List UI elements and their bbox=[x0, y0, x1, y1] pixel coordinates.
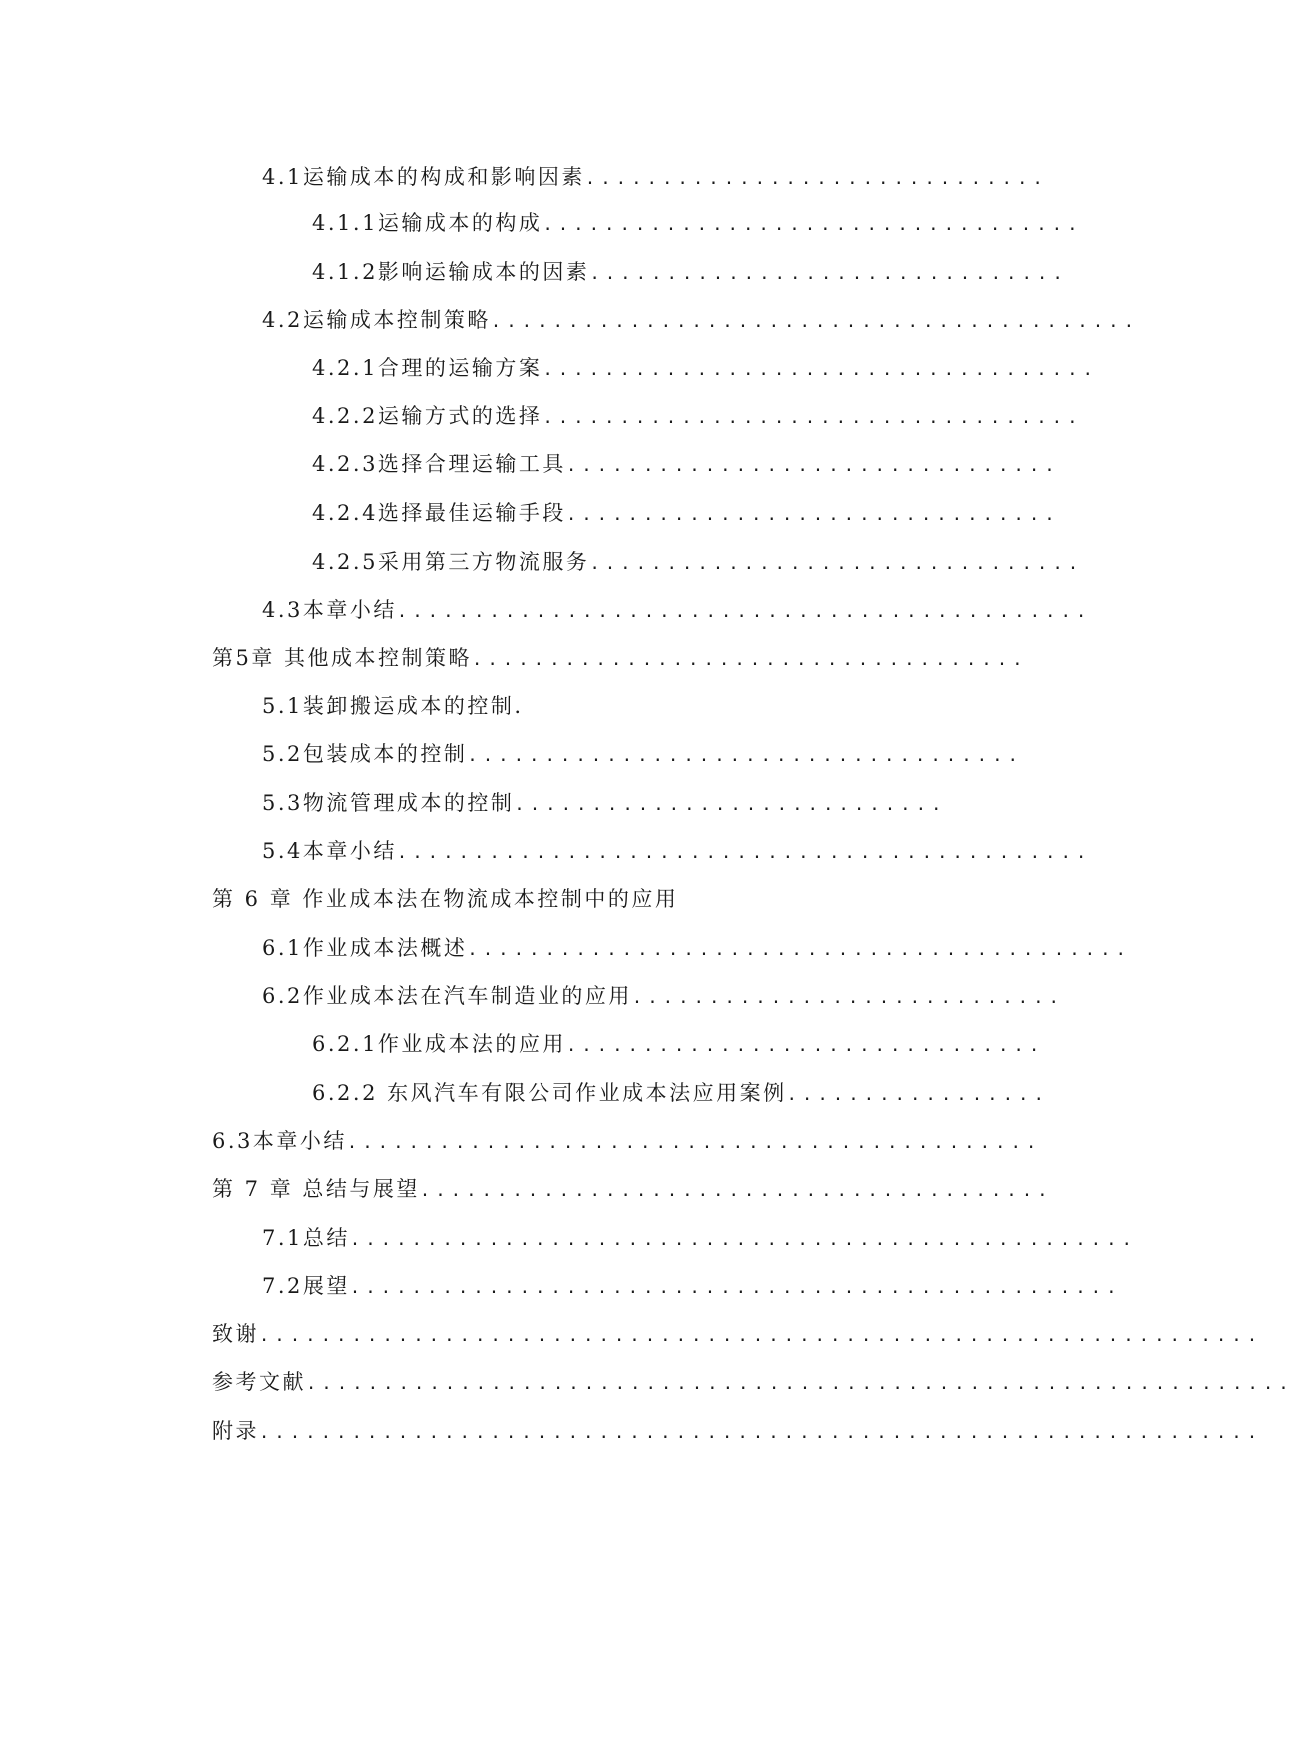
toc-dot-leader: .................................... bbox=[467, 746, 1024, 766]
toc-entry-4-2-5[interactable] bbox=[312, 546, 1084, 578]
toc-dot-leader: ............................................. bbox=[396, 843, 1092, 863]
toc-dot-leader: ............................................. bbox=[346, 1133, 1042, 1153]
toc-entry-chapter-6[interactable] bbox=[212, 883, 732, 915]
toc-dot-leader: ................................ bbox=[565, 505, 1060, 525]
toc-entry-label: 第 7 章 总结与展望 bbox=[212, 1177, 420, 1201]
toc-entry-label: 4.2.1合理的运输方案 bbox=[312, 356, 543, 380]
toc-entry-5-3[interactable] bbox=[262, 787, 947, 819]
toc-entry-4-2-1[interactable] bbox=[312, 352, 1099, 384]
toc-entry-label: 5.1装卸搬运成本的控制. bbox=[262, 694, 524, 718]
toc-entry-label: 5.2包装成本的控制 bbox=[262, 742, 468, 766]
toc-dot-leader: ................................... bbox=[542, 408, 1083, 428]
toc-entry-6-3[interactable] bbox=[212, 1125, 1042, 1157]
toc-dot-leader: ................................................... bbox=[349, 1230, 1138, 1250]
toc-entry-label: 第 6 章 作业成本法在物流成本控制中的应用 bbox=[212, 887, 679, 911]
toc-entry-appendix[interactable] bbox=[212, 1415, 1263, 1447]
toc-dot-leader: ............................ bbox=[631, 988, 1065, 1008]
toc-entry-6-2-2[interactable] bbox=[312, 1077, 1050, 1109]
toc-entry-4-2-4[interactable] bbox=[312, 497, 1060, 529]
toc-entry-7-2[interactable] bbox=[262, 1270, 1122, 1302]
toc-entry-label: 7.2展望 bbox=[262, 1274, 350, 1298]
toc-dot-leader: ............................................. bbox=[396, 602, 1092, 622]
toc-dot-leader: ................................................................ bbox=[306, 1374, 1294, 1394]
toc-dot-leader: ............................ bbox=[514, 795, 947, 815]
toc-dot-leader: .............................. bbox=[584, 169, 1048, 189]
toc-entry-4-2-2[interactable] bbox=[312, 400, 1083, 432]
toc-dot-leader: .......................................... bbox=[490, 312, 1140, 332]
toc-entry-6-2[interactable] bbox=[262, 980, 1065, 1012]
toc-entry-references[interactable] bbox=[212, 1366, 1294, 1398]
toc-dot-leader: ................................... bbox=[542, 215, 1083, 235]
toc-entry-label: 5.3物流管理成本的控制 bbox=[262, 791, 515, 815]
toc-entry-acknowledgements[interactable] bbox=[212, 1318, 1263, 1350]
toc-dot-leader: ................................................................. bbox=[259, 1423, 1263, 1443]
toc-dot-leader: ................................................................. bbox=[259, 1326, 1263, 1346]
toc-dot-leader: ................................ bbox=[565, 456, 1060, 476]
toc-entry-label: 6.2.1作业成本法的应用 bbox=[312, 1032, 566, 1056]
toc-dot-leader: ............................... bbox=[565, 1036, 1045, 1056]
toc-entry-label: 4.2运输成本控制策略 bbox=[262, 308, 491, 332]
toc-dot-leader: ................. bbox=[786, 1085, 1050, 1105]
toc-entry-label: 附录 bbox=[212, 1419, 259, 1443]
toc-entry-label: 5.4本章小结 bbox=[262, 839, 397, 863]
toc-entry-5-1[interactable] bbox=[262, 690, 562, 722]
toc-entry-chapter-7[interactable] bbox=[212, 1173, 1053, 1205]
toc-entry-label: 4.2.5采用第三方物流服务 bbox=[312, 550, 590, 574]
toc-dot-leader: .................................... bbox=[542, 360, 1099, 380]
toc-entry-label: 4.2.4选择最佳运输手段 bbox=[312, 501, 566, 525]
toc-entry-5-4[interactable] bbox=[262, 835, 1092, 867]
toc-entry-label: 4.1.2影响运输成本的因素 bbox=[312, 260, 590, 284]
toc-entry-label: 第5章 其他成本控制策略 bbox=[212, 646, 473, 670]
toc-entry-label: 致谢 bbox=[212, 1322, 259, 1346]
toc-entry-label: 4.1运输成本的构成和影响因素 bbox=[262, 165, 585, 189]
toc-entry-label: 4.2.3选择合理运输工具 bbox=[312, 452, 566, 476]
toc-entry-4-1[interactable] bbox=[262, 161, 1048, 193]
toc-entry-label: 4.2.2运输方式的选择 bbox=[312, 404, 543, 428]
toc-dot-leader: .................................... bbox=[472, 650, 1028, 670]
toc-entry-4-2-3[interactable] bbox=[312, 448, 1060, 480]
toc-entry-4-3[interactable] bbox=[262, 594, 1092, 626]
toc-entry-6-2-1[interactable] bbox=[312, 1028, 1045, 1060]
toc-dot-leader: ......................................... bbox=[419, 1181, 1053, 1201]
toc-entry-label: 参考文献 bbox=[212, 1370, 306, 1394]
toc-entry-label: 6.2作业成本法在汽车制造业的应用 bbox=[262, 984, 632, 1008]
toc-entry-chapter-5[interactable] bbox=[212, 642, 1028, 674]
toc-entry-4-1-1[interactable] bbox=[312, 207, 1083, 239]
toc-entry-label: 4.1.1运输成本的构成 bbox=[312, 211, 543, 235]
toc-entry-label: 6.2.2 东风汽车有限公司作业成本法应用案例 bbox=[312, 1081, 787, 1105]
toc-entry-label: 6.1作业成本法概述 bbox=[262, 936, 468, 960]
toc-entry-5-2[interactable] bbox=[262, 738, 1024, 770]
toc-entry-label: 4.3本章小结 bbox=[262, 598, 397, 622]
toc-dot-leader: ............................... bbox=[589, 264, 1068, 284]
toc-entry-4-1-2[interactable] bbox=[312, 256, 1068, 288]
toc-dot-leader: ................................ bbox=[589, 554, 1084, 574]
toc-entry-label: 7.1总结 bbox=[262, 1226, 350, 1250]
toc-entry-7-1[interactable] bbox=[262, 1222, 1138, 1254]
toc-entry-label: 6.3本章小结 bbox=[212, 1129, 347, 1153]
toc-dot-leader: .................................................. bbox=[349, 1278, 1122, 1298]
toc-entry-6-1[interactable] bbox=[262, 932, 1132, 964]
toc-entry-4-2[interactable] bbox=[262, 304, 1140, 336]
toc-dot-leader: ........................................... bbox=[467, 940, 1132, 960]
